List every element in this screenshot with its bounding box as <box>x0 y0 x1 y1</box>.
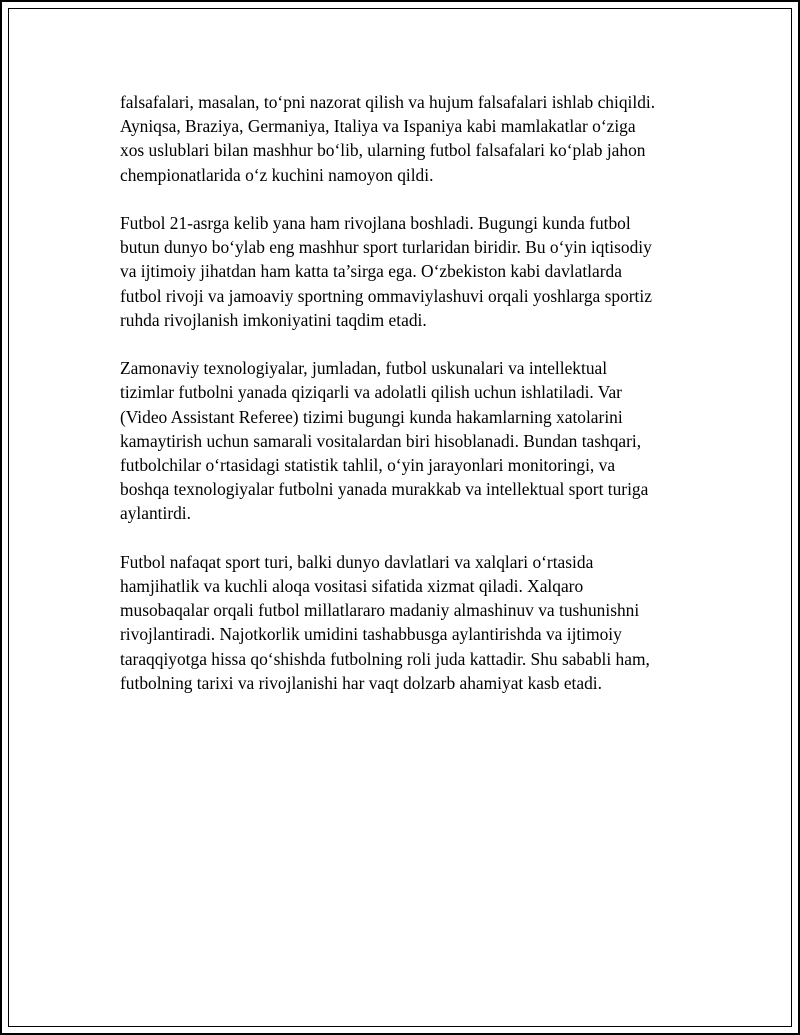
paragraph: Futbol 21-asrga kelib yana ham rivojlana boshladi. Bugungi kunda futbol butun dunyo bo‘ylab eng mashhur sport turlaridan biridir. Bu o‘yin iqtisodiy va ijtimoiy jihatdan ham katta ta’sirga ega. O‘zbekiston kabi davlatlarda futbol rivoji va jamoaviy sportning ommaviylashuvi orqali yoshlarga sportiz ruhda rivojlanish imkoniyatini taqdim etadi. <box>120 213 652 330</box>
paragraph: Zamonaviy texnologiyalar, jumladan, futbol uskunalari va intellektual tizimlar futbolni yanada qiziqarli va adolatli qilish uchun ishlatiladi. Var (Video Assistant Referee) tizimi bugungi kunda hakamlarning xatolarini kamaytirish uchun samarali vositalardan biri hisoblanadi. Bundan tashqari, futbolchilar o‘rtasidagi statistik tahlil, o‘yin jarayonlari monitoringi, va boshqa texnologiyalar futbolni yanada murakkab va intellektual sport turiga aylantirdi. <box>120 358 649 524</box>
paragraph: falsafalari, masalan, to‘pni nazorat qilish va hujum falsafalari ishlab chiqildi. Ayniqsa, Braziya, Germaniya, Italiya va Ispaniya kabi mamlakatlar o‘ziga xos uslublari bilan mashhur bo‘lib, ularning futbol falsafalari ko‘plab jahon chempionatlarida o‘z kuchini namoyon qildi. <box>120 92 656 185</box>
document-body <box>120 90 700 695</box>
paragraph: Futbol nafaqat sport turi, balki dunyo davlatlari va xalqlari o‘rtasida hamjihatlik va kuchli aloqa vositasi sifatida xizmat qiladi. Xalqaro musobaqalar orqali futbol millatlararo madaniy almashinuv va tushunishni rivojlantiradi. Najotkorlik umidini tashabbusga aylantirishda va ijtimoiy taraqqiyotga hissa qo‘shishda futbolning roli juda kattadir. Shu sababli ham, futbolning tarixi va rivojlanishi har vaqt dolzarb ahamiyat kasb etadi. <box>120 551 650 693</box>
